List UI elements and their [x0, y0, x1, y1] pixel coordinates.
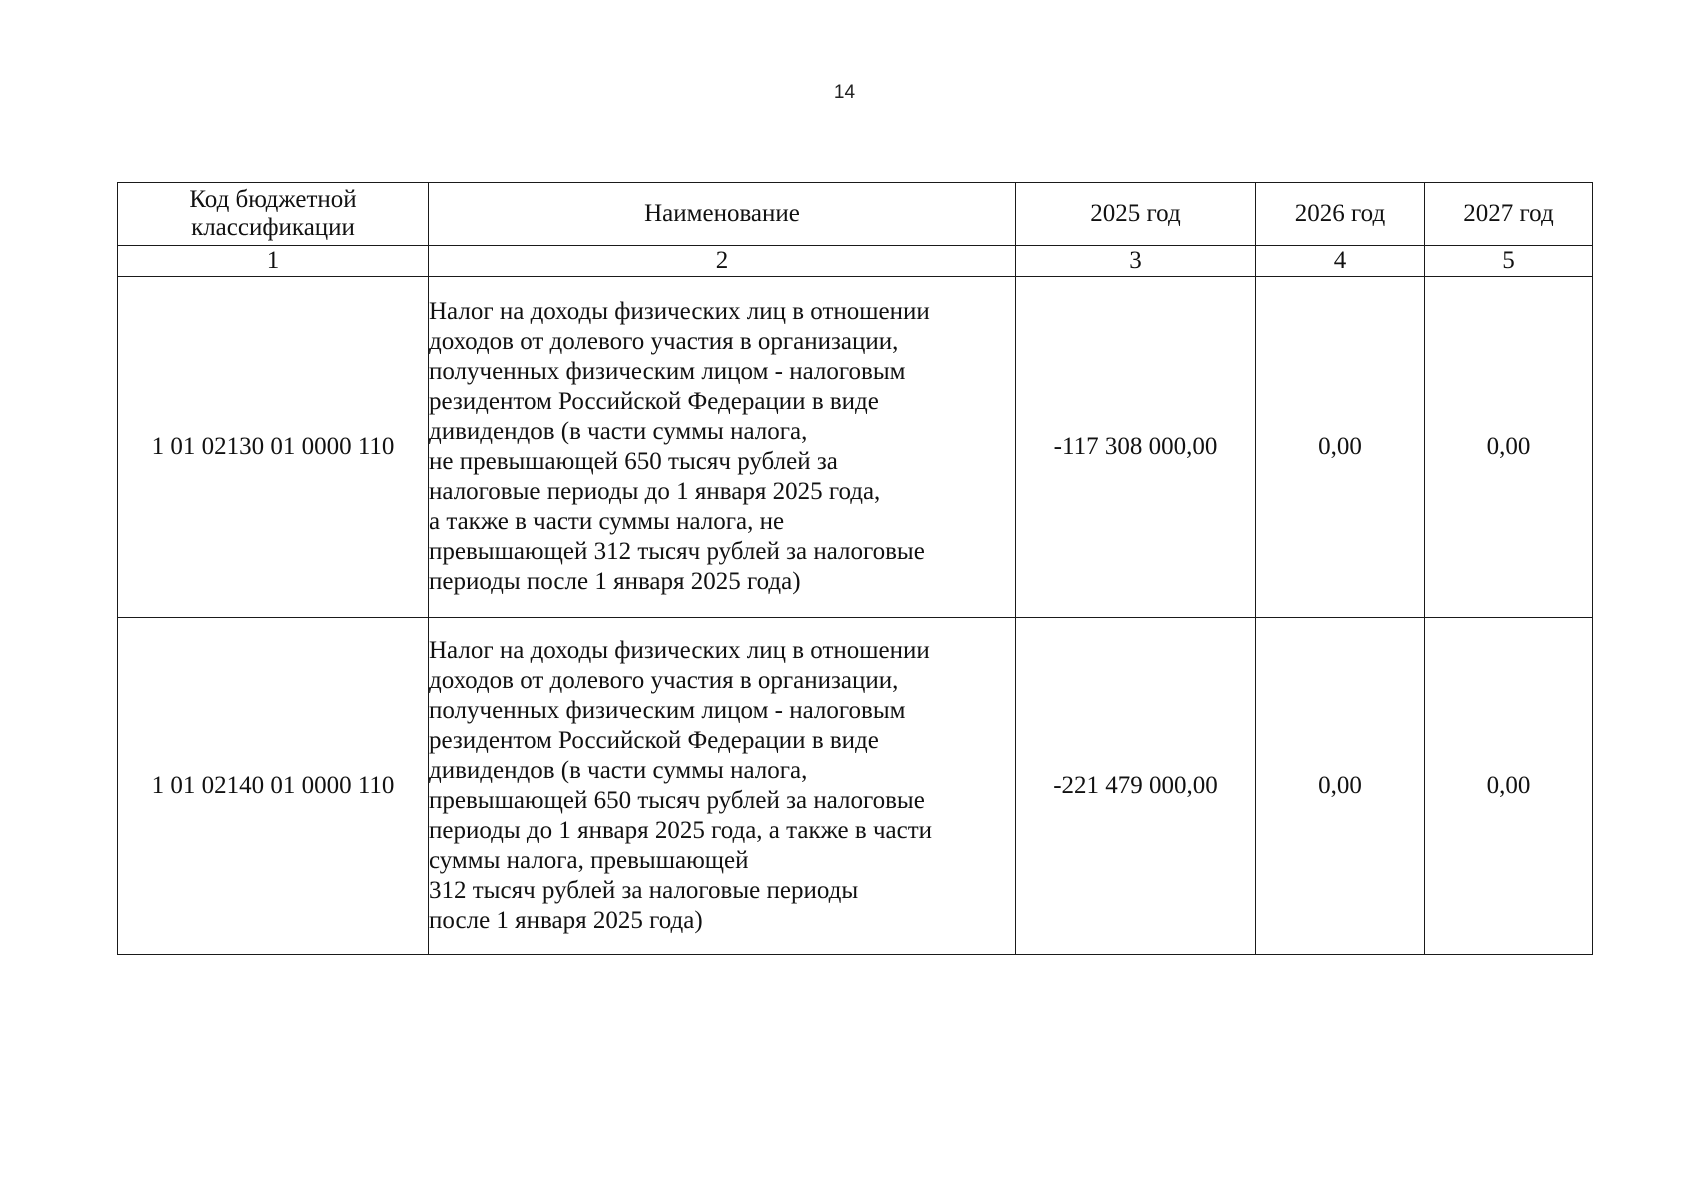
header-2026: 2026 год: [1256, 183, 1425, 246]
column-number: 5: [1425, 246, 1593, 277]
header-name: Наименование: [429, 183, 1016, 246]
table-row: [118, 618, 1593, 955]
value-2027-cell: 0,00: [1425, 618, 1593, 955]
column-number-row: [118, 246, 1593, 277]
value-2026-cell: 0,00: [1256, 277, 1425, 618]
table-header-row: [118, 183, 1593, 246]
tax-name-cell: Налог на доходы физических лиц в отношении доходов от долевого участия в организации, полученных физическим лицом - налоговым резидентом Российской Федерации в виде дивидендов (в части суммы налога, превышающей 650 тысяч рублей за налоговые периоды до 1 января 2025 года, а также в части суммы налога, превышающей 312 тысяч рублей за налоговые периоды после 1 января 2025 года): [429, 618, 1016, 955]
column-number: 2: [429, 246, 1016, 277]
budget-code-cell: 1 01 02140 01 0000 110: [118, 618, 429, 955]
table-row: [118, 277, 1593, 618]
tax-name-cell: Налог на доходы физических лиц в отношении доходов от долевого участия в организации, полученных физическим лицом - налоговым резидентом Российской Федерации в виде дивидендов (в части суммы налога, не превышающей 650 тысяч рублей за налоговые периоды до 1 января 2025 года, а также в части суммы налога, не превышающей 312 тысяч рублей за налоговые периоды после 1 января 2025 года): [429, 277, 1016, 618]
header-code: Код бюджетной классификации: [118, 183, 429, 246]
column-number: 1: [118, 246, 429, 277]
value-2026-cell: 0,00: [1256, 618, 1425, 955]
value-2027-cell: 0,00: [1425, 277, 1593, 618]
header-2025: 2025 год: [1016, 183, 1256, 246]
value-2025-cell: -117 308 000,00: [1016, 277, 1256, 618]
budget-code-cell: 1 01 02130 01 0000 110: [118, 277, 429, 618]
page-number: 14: [833, 82, 856, 103]
column-number: 3: [1016, 246, 1256, 277]
header-2027: 2027 год: [1425, 183, 1593, 246]
value-2025-cell: -221 479 000,00: [1016, 618, 1256, 955]
budget-table: [117, 182, 1593, 955]
column-number: 4: [1256, 246, 1425, 277]
